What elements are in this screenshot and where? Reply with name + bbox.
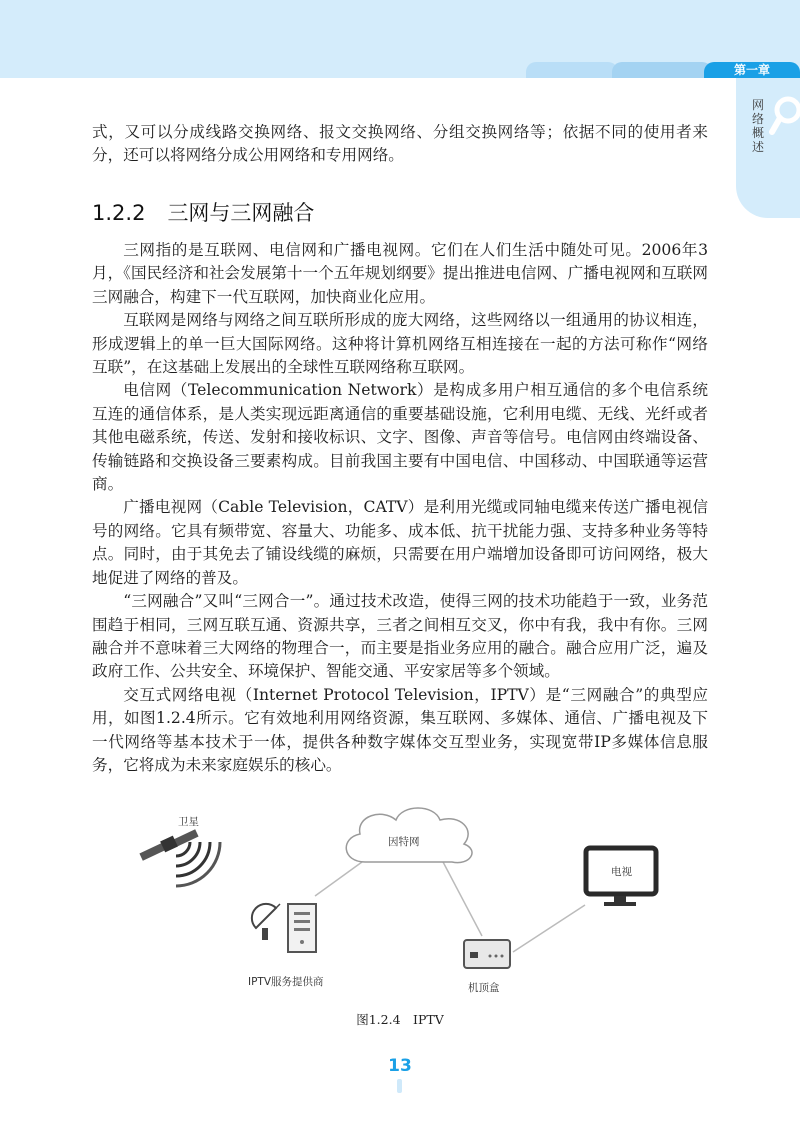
figure-caption: 图1.2.4 IPTV [356, 1012, 444, 1027]
iptv-figure [130, 800, 690, 1010]
paragraph-convergence: “三网融合”又叫“三网合一”。通过技术改造，使得三网的技术功能趋于一致，业务范围趋于相同，三网互联互通、资源共享，三者之间相互交叉，你中有我，我中有你。三网融合并不意味着三大网络的物理合一，而主要是指业务应用的融合。融合应用广泛，遍及政府工作、公共安全、环境保护、智能交通、平安家居等多个领域。 [92, 592, 708, 681]
satellite-icon [139, 829, 220, 886]
paragraph-internet: 互联网是网络与网络之间互联所形成的庞大网络，这些网络以一组通用的协议相连，形成逻辑上的单一巨大国际网络。这种将计算机网络互相连接在一起的方法可称作“网络互联”，在这基础上发展出的全球性互联网络称互联网。 [92, 311, 708, 377]
magnifier-icon [768, 96, 800, 150]
page-number-decor [397, 1079, 402, 1093]
paragraph-telecom: 电信网（Telecommunication Network）是构成多用户相互通信的多个电信系统互连的通信体系，是人类实现远距离通信的重要基础设施，它利用电缆、无线、光纤或者其他电磁系统，传送、发射和接收标识、文字、图像、声音等信号。电信网由终端设备、传输链路和交换设备三要素构成。目前我国主要有中国电信、中国移动、中国联通等运营商。 [92, 381, 708, 494]
body-text [92, 239, 708, 777]
tv-label: 电视 [611, 866, 632, 878]
header-tab-decor-2 [612, 62, 712, 78]
internet-label: 因特网 [388, 836, 420, 848]
paragraph-catv: 广播电视网（Cable Television，CATV）是利用光缆或同轴电缆来传送广播电视信号的网络。它具有频带宽、容量大、功能多、成本低、抗干扰能力强、支持多种业务等特点。同时，由于其免去了铺设线缆的麻烦，只需要在用户端增加设备即可访问网络，极大地促进了网络的普及。 [92, 498, 708, 587]
iptv-diagram [130, 800, 690, 1010]
section-title: 三网与三网融合 [167, 201, 315, 225]
dish-antenna-icon [252, 904, 280, 940]
page-number: 13 [388, 1056, 412, 1076]
settop-label: 机顶盒 [468, 982, 500, 994]
chapter-tab: 第一章 [704, 62, 800, 78]
section-heading [92, 197, 314, 227]
link-settop-tv [513, 905, 585, 952]
link-provider-internet [315, 862, 362, 896]
section-number: 1.2.2 [92, 201, 146, 225]
set-top-box-icon [464, 940, 510, 968]
header-tab-decor-1 [526, 62, 618, 78]
paragraph-three-networks: 三网指的是互联网、电信网和广播电视网。它们在人们生活中随处可见。2006年3月，《国民经济和社会发展第十一个五年规划纲要》提出推进电信网、广播电视网和互联网三网融合，构建下一代互联网，加快商业化应用。 [92, 241, 708, 306]
provider-label: IPTV服务提供商 [248, 976, 324, 988]
server-icon [288, 904, 316, 952]
link-internet-settop [442, 860, 482, 936]
intro-paragraph: 式，又可以分成线路交换网络、报文交换网络、分组交换网络等；依据不同的使用者来分，还可以将网络分成公用网络和专用网络。 [92, 123, 708, 165]
satellite-label: 卫星 [178, 816, 199, 828]
side-chapter-title: 网络概述 [751, 98, 764, 154]
paragraph-iptv: 交互式网络电视（Internet Protocol Television，IPTV）是“三网融合”的典型应用，如图1.2.4所示。它有效地利用网络资源，集互联网、多媒体、通信、广播电视及下一代网络等基本技术于一体，提供各种数字媒体交互型业务，实现宽带IP多媒体信息服务，它将成为未来家庭娱乐的核心。 [92, 685, 708, 774]
